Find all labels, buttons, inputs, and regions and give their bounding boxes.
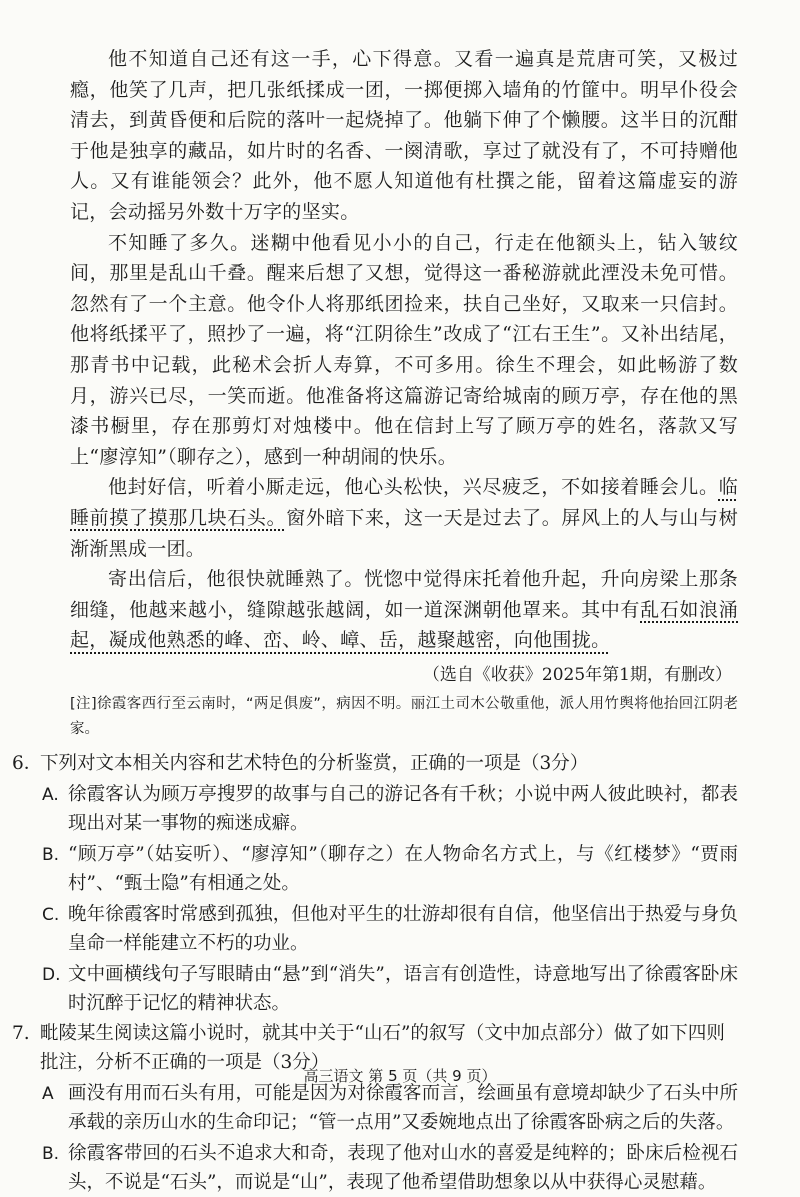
option-a: A 画没有用而石头有用，可能是因为对徐霞客而言，绘画虽有意境却缺少了石头中所承载的亲历山水的生命印记；“管一点用”又委婉地点出了徐霞客卧病之后的失落。 [42, 1083, 738, 1133]
question-stem: 毗陵某生阅读这篇小说时，就其中关于“山石”的叙写（文中加点部分）做了如下四则批注，分析不正确的一项是（3分） [40, 1023, 725, 1073]
question-number: 7. [12, 1023, 30, 1045]
annotation-note: [注]徐霞客西行至云南时，“两足俱废”，病因不明。丽江土司木公敬重他，派人用竹舆将他抬回江阴老家。 [70, 695, 738, 737]
story-paragraph-2: 不知睡了多久。迷糊中他看见小小的自己，行走在他额头上，钻入皱纹间，那里是乱山千叠。醒来后想了又想，觉得这一番秘游就此湮没未免可惜。忽然有了一个主意。他令仆人将那纸团捡来，扶自己坐好，又取来一只信封。他将纸揉平了，照抄了一遍，将“江阴徐生”改成了“江右王生”。又补出结尾，那青书中记载，此秘术会折人寿算，不可多用。徐生不理会，如此畅游了数月，游兴已尽，一笑而逝。他准备将这篇游记寄给城南的顾万亭，存在他的黑漆书橱里，存在那剪灯对烛楼中。他在信封上写了顾万亭的姓名，落款又写上“廖淳知”（聊存之），感到一种胡闹的快乐。 [70, 231, 738, 468]
page-footer: 高三语文 第 5 页（共 9 页） [303, 1067, 497, 1085]
question-stem: 下列对文本相关内容和艺术特色的分析鉴赏，正确的一项是（3分） [40, 752, 589, 774]
story-paragraph-3 [70, 472, 738, 564]
option-b: B. 徐霞客带回的石头不追求大和奇，表现了他对山水的喜爱是纯粹的；卧床后检视石头，不说是“石头”，而说是“山”，表现了他希望借助想象以从中获得心灵慰藉。 [42, 1143, 738, 1193]
question-number: 6． [12, 752, 43, 774]
dotted-text: 临睡前摸了摸那几块石头。 [70, 476, 738, 529]
source-citation: （选自《收获》2025年第1期，有删改） [422, 664, 732, 685]
option-d: D. 文中画横线句子写眼睛由“悬”到“消失”，语言有创造性，诗意地写出了徐霞客卧床时沉醉于记忆的精神状态。 [42, 964, 738, 1014]
plain-text: 窗外暗下来，这一天是过去了。屏风上的人与山与树渐渐黑成一团。 [70, 506, 738, 560]
option-a: A. 徐霞客认为顾万亭搜罗的故事与自己的游记各有千秋；小说中两人彼此映衬，都表现出对某一事物的痴迷成癖。 [42, 784, 738, 834]
plain-text: 寄出信后，他很快就睡熟了。恍惚中觉得床托着他升起，升向房梁上那条细缝，他越来越小，缝隙越张越阔，如一道深渊朝他罩来。其中有 [70, 568, 738, 621]
question-7 [12, 1020, 738, 1197]
question-6 [12, 750, 738, 1019]
dotted-text: 乱石如浪涌起，凝成他熟悉的峰、峦、岭、嶂、岳，越聚越密，向他围拢。 [70, 598, 738, 652]
plain-text: 他封好信，听着小厮走远，他心头松快，兴尽疲乏，不如接着睡会儿。 [108, 476, 719, 499]
story-paragraph-4 [70, 564, 738, 656]
option-b: B. “顾万亭”（姑妄听）、“廖淳知”（聊存之）在人物命名方式上，与《红楼梦》“贾雨村”、“甄士隐”有相通之处。 [42, 844, 738, 894]
story-paragraph-1: 他不知道自己还有这一手，心下得意。又看一遍真是荒唐可笑，又极过瘾，他笑了几声，把几张纸揉成一团，一掷便掷入墙角的竹篚中。明早仆役会清去，到黄昏便和后院的落叶一起烧掉了。他躺下伸了个懒腰。这半日的沉酣于他是独享的藏品，如片时的名香、一阕清歌，享过了就没有了，不可持赠他人。又有谁能领会？此外，他不愿人知道他有杜撰之能，留着这篇虚妄的游记，会动摇另外数十万字的坚实。 [70, 48, 738, 223]
option-c: C. 晚年徐霞客时常感到孤独，但他对平生的壮游却很有自信，他坚信出于热爱与身负皇命一样能建立不朽的功业。 [42, 904, 738, 954]
exam-page [12, 44, 738, 1197]
